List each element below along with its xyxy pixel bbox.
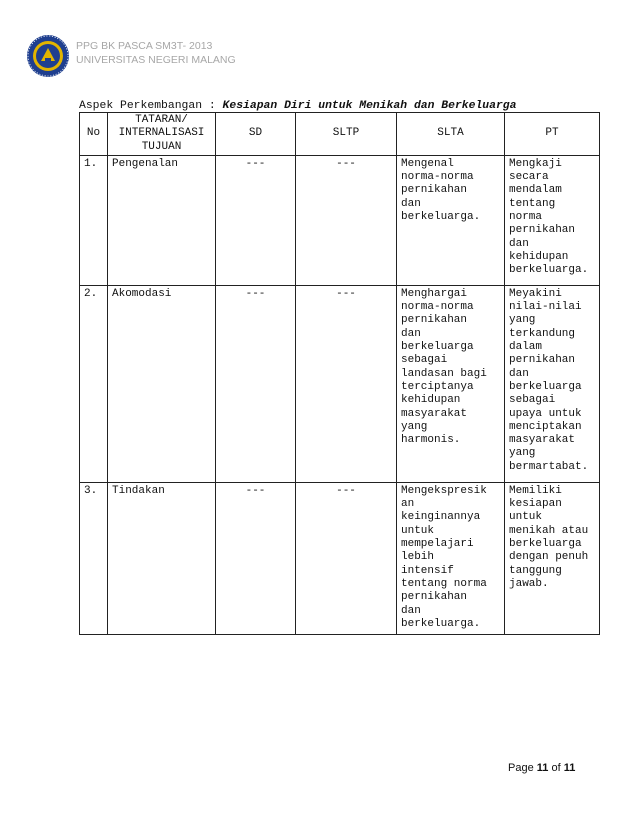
cell-sltp: --- — [296, 482, 397, 634]
cell-slta: Menghargai norma-norma pernikahan dan berkeluarga sebagai landasan bagi terciptanya kehidupan masyarakat yang harmonis. — [397, 285, 505, 482]
aspect-label: Aspek Perkembangan : — [79, 100, 223, 112]
page-number — [508, 762, 575, 774]
header-pt: PT — [505, 113, 600, 156]
header-no: No — [80, 113, 108, 156]
header-slta: SLTA — [397, 113, 505, 156]
cell-tataran: Tindakan — [108, 482, 216, 634]
table-header-row — [80, 113, 600, 156]
aspect-line — [79, 100, 516, 112]
page-of-word: of — [548, 762, 564, 774]
cell-sd: --- — [216, 155, 296, 285]
header-line-program: PPG BK PASCA SM3T- 2013 — [76, 40, 213, 52]
cell-tataran: Akomodasi — [108, 285, 216, 482]
table-row — [80, 482, 600, 634]
cell-slta: Mengekspresik an keinginannya untuk mempelajari lebih intensif tentang norma pernikahan dan berkeluarga. — [397, 482, 505, 634]
cell-no: 1. — [80, 155, 108, 285]
cell-sd: --- — [216, 482, 296, 634]
cell-tataran: Pengenalan — [108, 155, 216, 285]
header-sltp: SLTP — [296, 113, 397, 156]
header-sd: SD — [216, 113, 296, 156]
cell-pt: Mengkaji secara mendalam tentang norma pernikahan dan kehidupan berkeluarga. — [505, 155, 600, 285]
cell-sd: --- — [216, 285, 296, 482]
cell-sltp: --- — [296, 155, 397, 285]
header-tataran: TATARAN/ INTERNALISASI TUJUAN — [108, 113, 216, 156]
document-header — [76, 39, 236, 67]
cell-no: 3. — [80, 482, 108, 634]
cell-pt: Memiliki kesiapan untuk menikah atau berkeluarga dengan penuh tanggung jawab. — [505, 482, 600, 634]
page-word: Page — [508, 762, 537, 774]
cell-pt: Meyakini nilai-nilai yang terkandung dalam pernikahan dan berkeluarga sebagai upaya untuk menciptakan masyarakat yang bermartabat. — [505, 285, 600, 482]
development-table — [79, 112, 600, 635]
table-row — [80, 285, 600, 482]
cell-sltp: --- — [296, 285, 397, 482]
table-row — [80, 155, 600, 285]
cell-slta: Mengenal norma-norma pernikahan dan berkeluarga. — [397, 155, 505, 285]
page-current: 11 — [536, 762, 549, 774]
page-total: 11 — [563, 762, 576, 774]
university-logo — [26, 34, 70, 78]
header-line-university: UNIVERSITAS NEGERI MALANG — [76, 54, 236, 66]
cell-no: 2. — [80, 285, 108, 482]
aspect-value: Kesiapan Diri untuk Menikah dan Berkeluarga — [222, 100, 517, 112]
